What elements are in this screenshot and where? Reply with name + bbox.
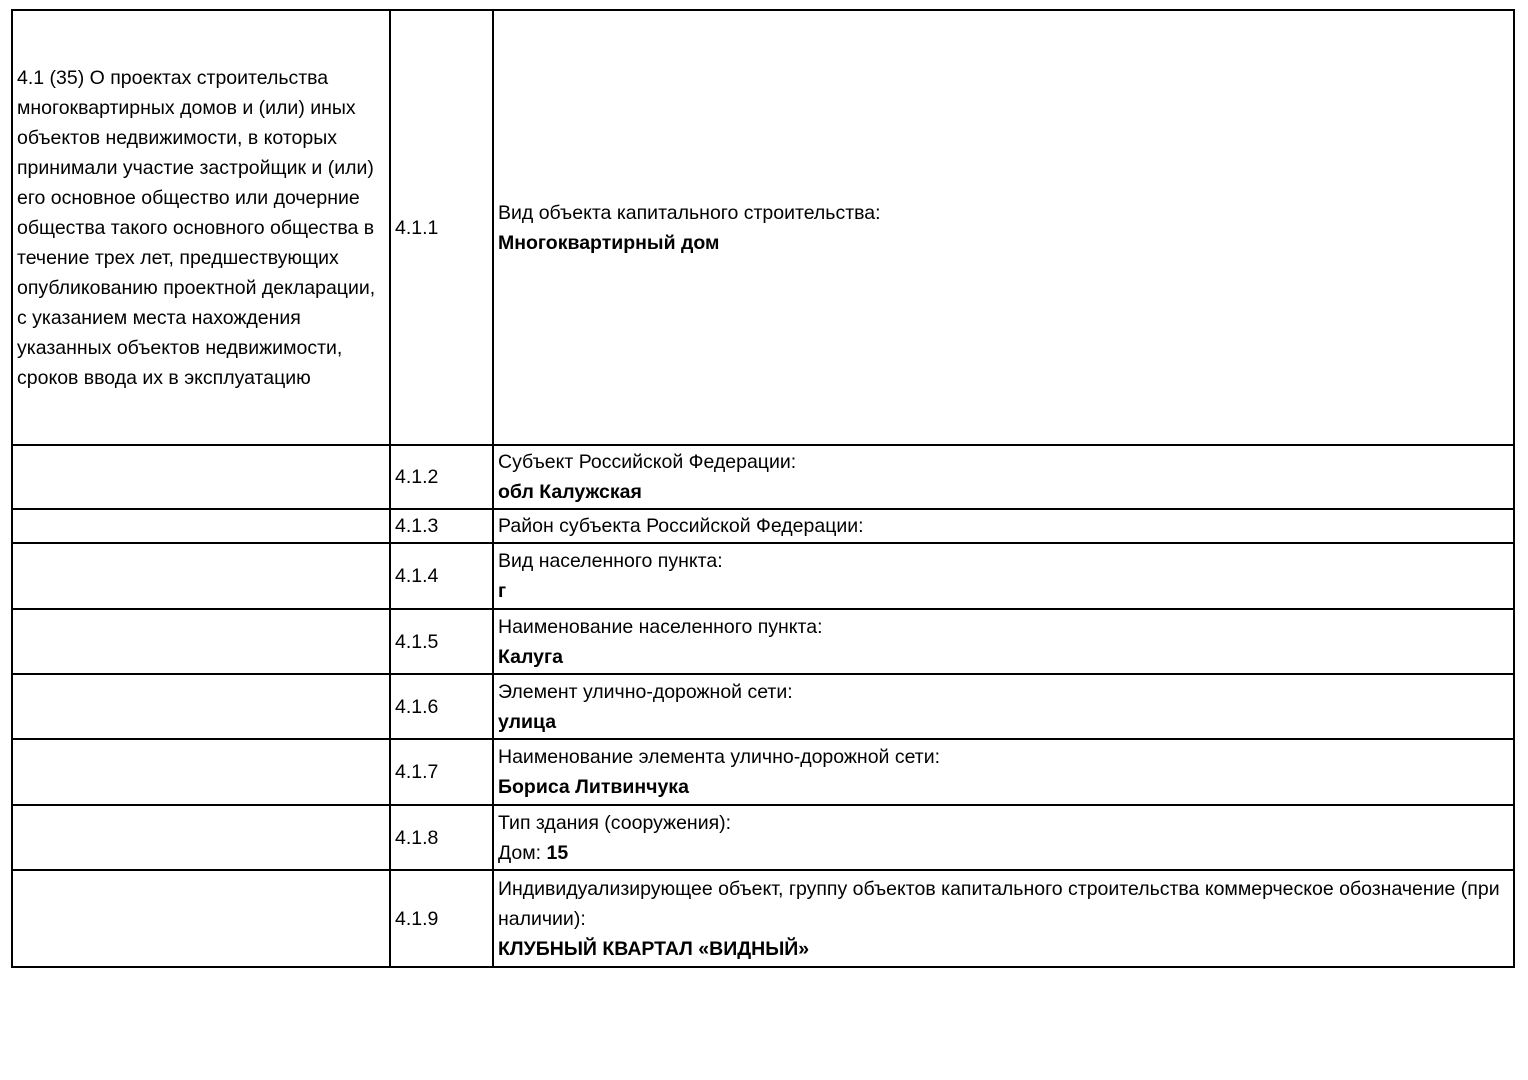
row-content	[493, 543, 1514, 609]
description-cell-empty	[12, 445, 390, 509]
row-content	[493, 805, 1514, 870]
row-number: 4.1.9	[390, 870, 493, 967]
field-value: Многоквартирный дом	[498, 231, 720, 254]
field-label: Тип здания (сооружения):	[498, 811, 732, 834]
table-row	[12, 739, 1514, 805]
description-cell-empty	[12, 674, 390, 739]
field-value: улица	[498, 710, 557, 733]
row-content	[493, 609, 1514, 674]
row-number: 4.1.1	[390, 10, 493, 445]
description-cell-empty	[12, 543, 390, 609]
row-number: 4.1.3	[390, 509, 493, 543]
table-row	[12, 805, 1514, 870]
row-number: 4.1.8	[390, 805, 493, 870]
project-declaration-table	[11, 9, 1515, 968]
row-content	[493, 10, 1514, 445]
field-value-prefix: Дом:	[498, 841, 547, 864]
field-label: Район субъекта Российской Федерации:	[498, 515, 864, 537]
row-content	[493, 870, 1514, 967]
field-label: Вид населенного пункта:	[498, 550, 723, 572]
row-content	[493, 739, 1514, 805]
table-row	[12, 10, 1514, 445]
table-row	[12, 674, 1514, 739]
field-value: обл Калужская	[498, 481, 642, 503]
field-value: 15	[546, 841, 569, 864]
field-label: Индивидуализирующее объект, группу объектов капитального строительства коммерческое обозначение (при наличии):	[498, 877, 1500, 930]
row-number: 4.1.6	[390, 674, 493, 739]
field-label: Субъект Российской Федерации:	[498, 451, 797, 473]
description-cell-empty	[12, 609, 390, 674]
table-row	[12, 445, 1514, 509]
field-value: г	[498, 580, 507, 602]
field-value: КЛУБНЫЙ КВАРТАЛ «ВИДНЫЙ»	[498, 937, 810, 960]
field-value-line	[498, 838, 1509, 868]
description-cell-empty	[12, 509, 390, 543]
table-row	[12, 509, 1514, 543]
description-cell-empty	[12, 739, 390, 805]
row-content	[493, 674, 1514, 739]
section-description: 4.1 (35) О проектах строительства многоквартирных домов и (или) иных объектов недвижимости, в которых принимали участие застройщик и (или) его основное общество или дочерние общества такого основного общества в течение трех лет, предшествующих опубликованию проектной декларации, с указанием места нахождения указанных объектов недвижимости, сроков ввода их в эксплуатацию	[12, 10, 390, 445]
table-row	[12, 609, 1514, 674]
field-label: Наименование элемента улично-дорожной сети:	[498, 746, 941, 768]
field-label: Элемент улично-дорожной сети:	[498, 680, 793, 703]
field-label: Вид объекта капитального строительства:	[498, 201, 881, 224]
field-value: Бориса Литвинчука	[498, 776, 689, 798]
description-cell-empty	[12, 805, 390, 870]
table-row	[12, 543, 1514, 609]
table-row	[12, 870, 1514, 967]
row-number: 4.1.4	[390, 543, 493, 609]
field-label: Наименование населенного пункта:	[498, 615, 823, 638]
row-content	[493, 445, 1514, 509]
row-number: 4.1.7	[390, 739, 493, 805]
row-number: 4.1.2	[390, 445, 493, 509]
row-number: 4.1.5	[390, 609, 493, 674]
row-content	[493, 509, 1514, 543]
description-cell-empty	[12, 870, 390, 967]
field-value: Калуга	[498, 645, 563, 668]
